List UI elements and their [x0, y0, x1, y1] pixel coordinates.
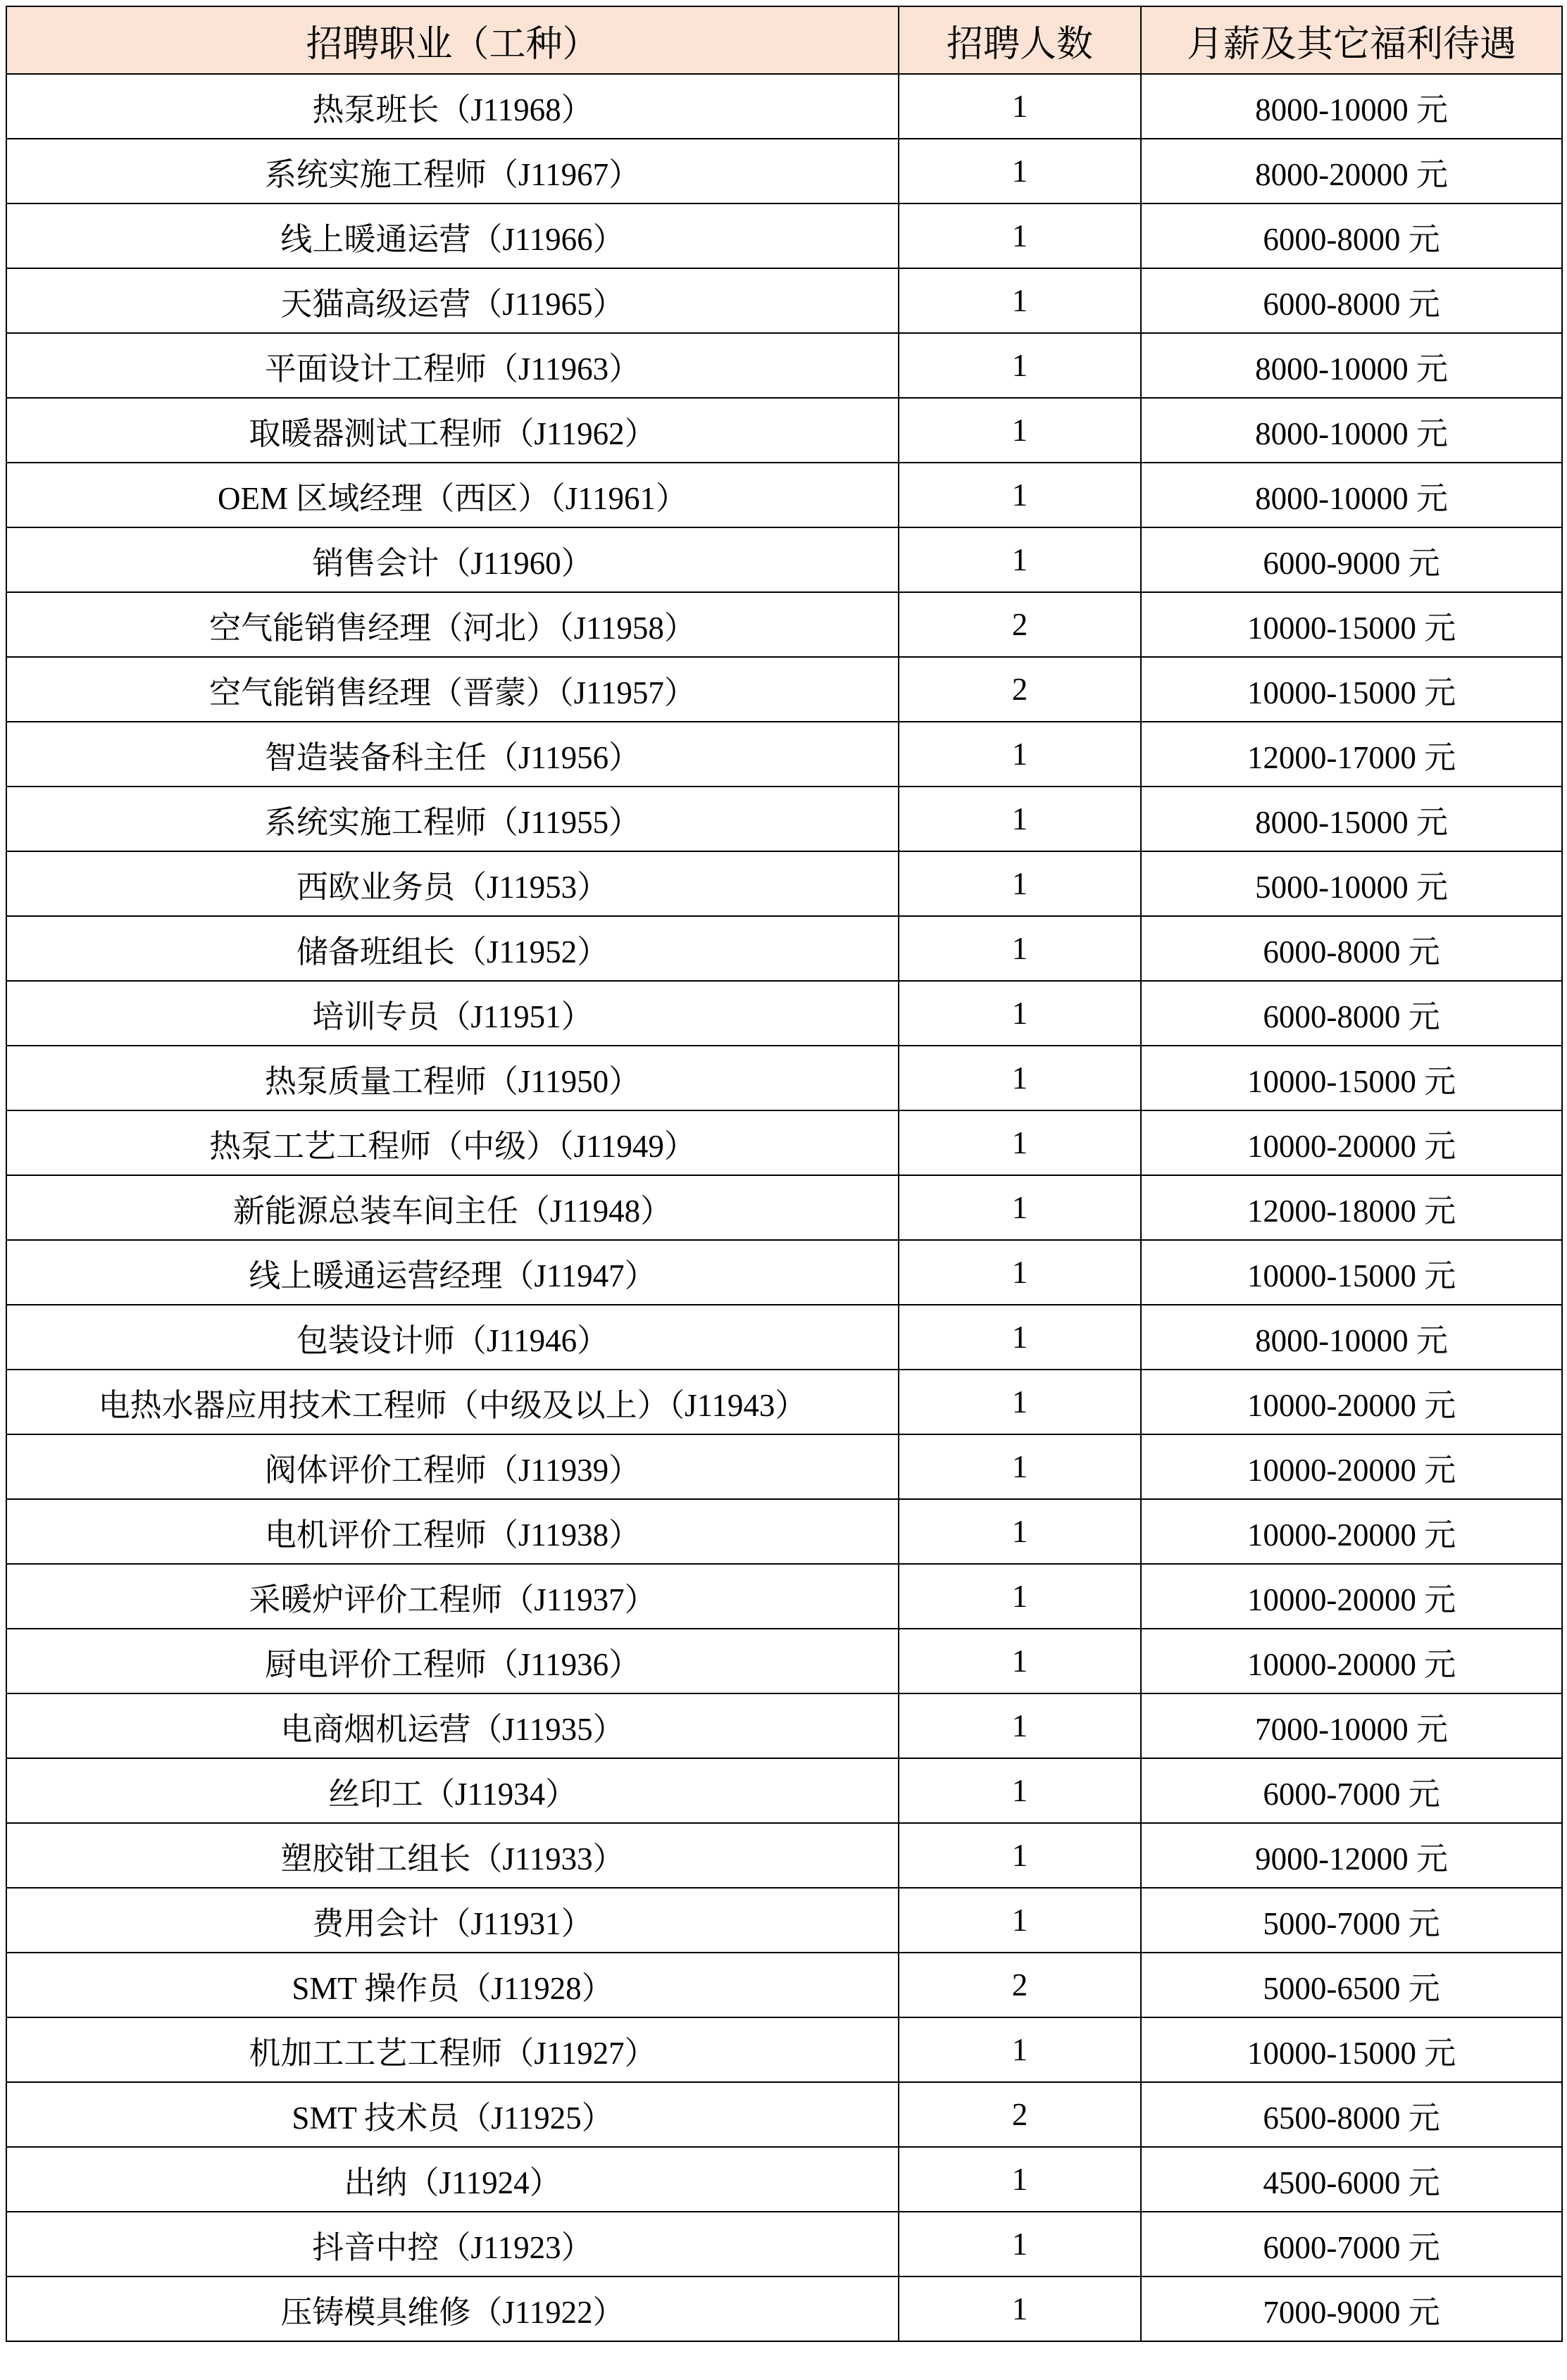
cell-salary: 5000-10000 元: [1141, 851, 1562, 916]
cell-position: 机加工工艺工程师（J11927）: [6, 2017, 899, 2082]
table-row: [6, 463, 1562, 527]
cell-salary: 10000-20000 元: [1141, 1434, 1562, 1499]
cell-position: 费用会计（J11931）: [6, 1888, 899, 1953]
cell-position: 空气能销售经理（河北）（J11958）: [6, 592, 899, 657]
cell-position: 塑胶钳工组长（J11933）: [6, 1823, 899, 1888]
cell-count: 1: [899, 1823, 1141, 1888]
cell-salary: 6000-8000 元: [1141, 981, 1562, 1046]
cell-count: 1: [899, 74, 1141, 139]
table-row: [6, 1693, 1562, 1758]
cell-salary: 10000-15000 元: [1141, 1046, 1562, 1110]
table-header: [6, 6, 1562, 74]
cell-salary: 9000-12000 元: [1141, 1823, 1562, 1888]
cell-position: 热泵工艺工程师（中级）（J11949）: [6, 1110, 899, 1175]
cell-salary: 6000-8000 元: [1141, 916, 1562, 981]
cell-salary: 10000-20000 元: [1141, 1499, 1562, 1564]
cell-position: 电机评价工程师（J11938）: [6, 1499, 899, 1564]
cell-salary: 8000-20000 元: [1141, 139, 1562, 203]
cell-count: 2: [899, 592, 1141, 657]
cell-count: 1: [899, 139, 1141, 203]
cell-count: 1: [899, 527, 1141, 592]
cell-count: 1: [899, 1434, 1141, 1499]
cell-salary: 5000-7000 元: [1141, 1888, 1562, 1953]
cell-position: SMT 操作员（J11928）: [6, 1953, 899, 2017]
cell-position: 销售会计（J11960）: [6, 527, 899, 592]
cell-count: 1: [899, 398, 1141, 463]
cell-position: 天猫高级运营（J11965）: [6, 268, 899, 333]
cell-salary: 6000-7000 元: [1141, 2212, 1562, 2276]
table-row: [6, 1953, 1562, 2017]
cell-position: 智造装备科主任（J11956）: [6, 722, 899, 787]
table-row: [6, 787, 1562, 851]
cell-salary: 12000-18000 元: [1141, 1175, 1562, 1240]
cell-salary: 8000-10000 元: [1141, 463, 1562, 527]
job-table: [6, 6, 1563, 2342]
cell-position: 空气能销售经理（晋蒙）（J11957）: [6, 657, 899, 722]
cell-position: 培训专员（J11951）: [6, 981, 899, 1046]
cell-salary: 8000-10000 元: [1141, 1305, 1562, 1370]
cell-count: 1: [899, 1758, 1141, 1823]
table-row: [6, 2147, 1562, 2212]
cell-count: 1: [899, 981, 1141, 1046]
cell-position: 采暖炉评价工程师（J11937）: [6, 1564, 899, 1629]
header-salary: 月薪及其它福利待遇: [1141, 6, 1562, 74]
table-row: [6, 74, 1562, 139]
table-row: [6, 2017, 1562, 2082]
cell-salary: 10000-15000 元: [1141, 2017, 1562, 2082]
table-row: [6, 592, 1562, 657]
cell-count: 1: [899, 1305, 1141, 1370]
table-row: [6, 1629, 1562, 1693]
cell-position: 取暖器测试工程师（J11962）: [6, 398, 899, 463]
cell-count: 1: [899, 787, 1141, 851]
cell-salary: 10000-20000 元: [1141, 1629, 1562, 1693]
cell-position: OEM 区域经理（西区）（J11961）: [6, 463, 899, 527]
table-row: [6, 1564, 1562, 1629]
cell-position: 系统实施工程师（J11967）: [6, 139, 899, 203]
cell-count: 1: [899, 2212, 1141, 2276]
table-row: [6, 1434, 1562, 1499]
cell-count: 1: [899, 722, 1141, 787]
cell-position: 出纳（J11924）: [6, 2147, 899, 2212]
cell-salary: 8000-10000 元: [1141, 398, 1562, 463]
table-row: [6, 2082, 1562, 2147]
table-row: [6, 1499, 1562, 1564]
table-row: [6, 1110, 1562, 1175]
table-row: [6, 268, 1562, 333]
cell-salary: 12000-17000 元: [1141, 722, 1562, 787]
cell-salary: 10000-15000 元: [1141, 657, 1562, 722]
cell-count: 1: [899, 1370, 1141, 1434]
cell-position: 阀体评价工程师（J11939）: [6, 1434, 899, 1499]
cell-count: 1: [899, 1888, 1141, 1953]
cell-count: 1: [899, 1240, 1141, 1305]
table-row: [6, 851, 1562, 916]
cell-position: 包装设计师（J11946）: [6, 1305, 899, 1370]
cell-position: 西欧业务员（J11953）: [6, 851, 899, 916]
cell-count: 1: [899, 333, 1141, 398]
cell-count: 1: [899, 1046, 1141, 1110]
table-row: [6, 398, 1562, 463]
cell-position: 线上暖通运营（J11966）: [6, 203, 899, 268]
cell-position: 压铸模具维修（J11922）: [6, 2276, 899, 2341]
cell-position: 丝印工（J11934）: [6, 1758, 899, 1823]
cell-count: 2: [899, 657, 1141, 722]
table-row: [6, 1370, 1562, 1434]
table-body: [6, 74, 1562, 2341]
cell-count: 1: [899, 2276, 1141, 2341]
header-count: 招聘人数: [899, 6, 1141, 74]
cell-count: 1: [899, 1564, 1141, 1629]
cell-position: 系统实施工程师（J11955）: [6, 787, 899, 851]
cell-position: 电商烟机运营（J11935）: [6, 1693, 899, 1758]
table-row: [6, 333, 1562, 398]
table-row: [6, 2276, 1562, 2341]
cell-salary: 10000-15000 元: [1141, 592, 1562, 657]
cell-salary: 10000-15000 元: [1141, 1240, 1562, 1305]
cell-count: 1: [899, 2017, 1141, 2082]
cell-position: 热泵班长（J11968）: [6, 74, 899, 139]
cell-position: 热泵质量工程师（J11950）: [6, 1046, 899, 1110]
cell-salary: 5000-6500 元: [1141, 1953, 1562, 2017]
cell-salary: 6000-9000 元: [1141, 527, 1562, 592]
cell-count: 2: [899, 1953, 1141, 2017]
cell-salary: 6500-8000 元: [1141, 2082, 1562, 2147]
cell-salary: 6000-7000 元: [1141, 1758, 1562, 1823]
cell-position: 抖音中控（J11923）: [6, 2212, 899, 2276]
table-row: [6, 1175, 1562, 1240]
table-row: [6, 1758, 1562, 1823]
table-row: [6, 1305, 1562, 1370]
cell-salary: 7000-9000 元: [1141, 2276, 1562, 2341]
cell-position: SMT 技术员（J11925）: [6, 2082, 899, 2147]
table-row: [6, 1888, 1562, 1953]
cell-salary: 4500-6000 元: [1141, 2147, 1562, 2212]
cell-position: 储备班组长（J11952）: [6, 916, 899, 981]
cell-salary: 8000-10000 元: [1141, 333, 1562, 398]
cell-count: 1: [899, 203, 1141, 268]
table-row: [6, 916, 1562, 981]
cell-count: 2: [899, 2082, 1141, 2147]
cell-count: 1: [899, 851, 1141, 916]
cell-salary: 6000-8000 元: [1141, 268, 1562, 333]
table-row: [6, 527, 1562, 592]
table-row: [6, 1240, 1562, 1305]
cell-count: 1: [899, 2147, 1141, 2212]
table-row: [6, 981, 1562, 1046]
cell-position: 线上暖通运营经理（J11947）: [6, 1240, 899, 1305]
cell-salary: 10000-20000 元: [1141, 1564, 1562, 1629]
cell-position: 新能源总装车间主任（J11948）: [6, 1175, 899, 1240]
header-row: [6, 6, 1562, 74]
cell-salary: 7000-10000 元: [1141, 1693, 1562, 1758]
table-row: [6, 722, 1562, 787]
cell-count: 1: [899, 463, 1141, 527]
table-row: [6, 1046, 1562, 1110]
table-row: [6, 2212, 1562, 2276]
cell-salary: 10000-20000 元: [1141, 1110, 1562, 1175]
header-position: 招聘职业（工种）: [6, 6, 899, 74]
cell-salary: 6000-8000 元: [1141, 203, 1562, 268]
cell-salary: 8000-10000 元: [1141, 74, 1562, 139]
cell-count: 1: [899, 1693, 1141, 1758]
cell-salary: 10000-20000 元: [1141, 1370, 1562, 1434]
table-row: [6, 203, 1562, 268]
cell-count: 1: [899, 268, 1141, 333]
table-row: [6, 139, 1562, 203]
cell-position: 平面设计工程师（J11963）: [6, 333, 899, 398]
table-row: [6, 657, 1562, 722]
cell-position: 厨电评价工程师（J11936）: [6, 1629, 899, 1693]
cell-count: 1: [899, 1499, 1141, 1564]
cell-position: 电热水器应用技术工程师（中级及以上）（J11943）: [6, 1370, 899, 1434]
cell-count: 1: [899, 1629, 1141, 1693]
cell-count: 1: [899, 916, 1141, 981]
cell-count: 1: [899, 1110, 1141, 1175]
cell-salary: 8000-15000 元: [1141, 787, 1562, 851]
cell-count: 1: [899, 1175, 1141, 1240]
table-row: [6, 1823, 1562, 1888]
